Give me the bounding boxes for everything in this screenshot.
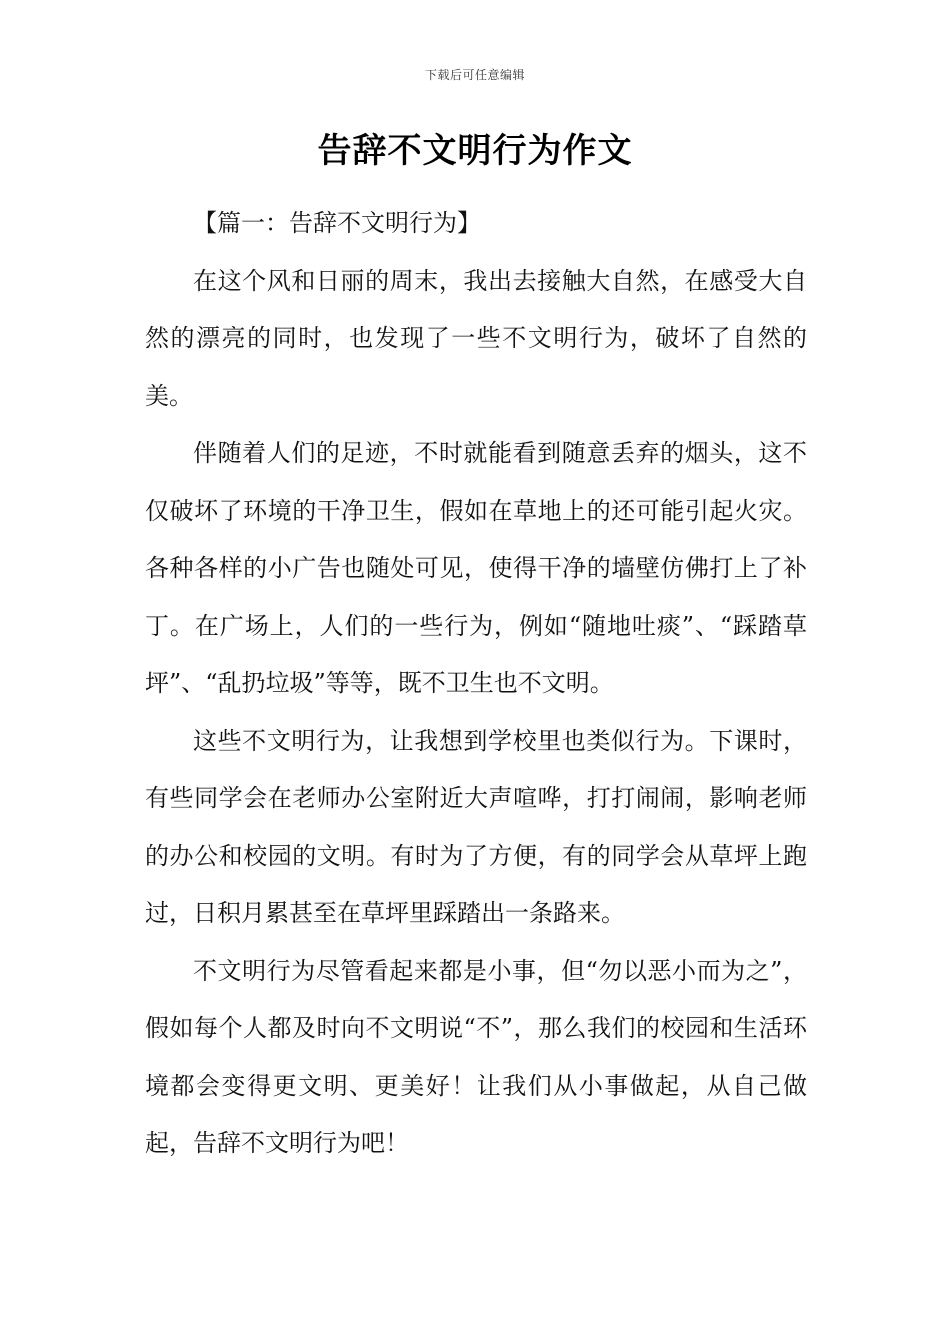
paragraph-4: 不文明行为尽管看起来都是小事，但“勿以恶小而为之”，假如每个人都及时向不文明说“不”，那么我们的校园和生活环境都会变得更文明、更美好！让我们从小事做起，从自己做起，告辞不文明行为吧！ <box>145 956 807 1157</box>
header-note: 下载后可任意编辑 <box>424 68 525 82</box>
document-body <box>145 195 807 1173</box>
document-title: 告辞不文明行为作文 <box>317 131 633 171</box>
section-heading: 【篇一：告辞不文明行为】 <box>193 209 481 237</box>
paragraph-1: 在这个风和日丽的周末，我出去接触大自然，在感受大自然的漂亮的同时，也发现了一些不文明行为，破坏了自然的美。 <box>145 266 807 410</box>
paragraph-2: 伴随着人们的足迹，不时就能看到随意丢弃的烟头，这不仅破坏了环境的干净卫生，假如在草地上的还可能引起火灾。各种各样的小广告也随处可见，使得干净的墙壁仿佛打上了补丁。在广场上，人们的一些行为，例如“随地吐痰”、“踩踏草坪”、“乱扔垃圾”等等，既不卫生也不文明。 <box>145 439 807 697</box>
paragraph-3: 这些不文明行为，让我想到学校里也类似行为。下课时，有些同学会在老师办公室附近大声喧哗，打打闹闹，影响老师的办公和校园的文明。有时为了方便，有的同学会从草坪上跑过，日积月累甚至在草坪里踩踏出一条路来。 <box>145 726 807 927</box>
